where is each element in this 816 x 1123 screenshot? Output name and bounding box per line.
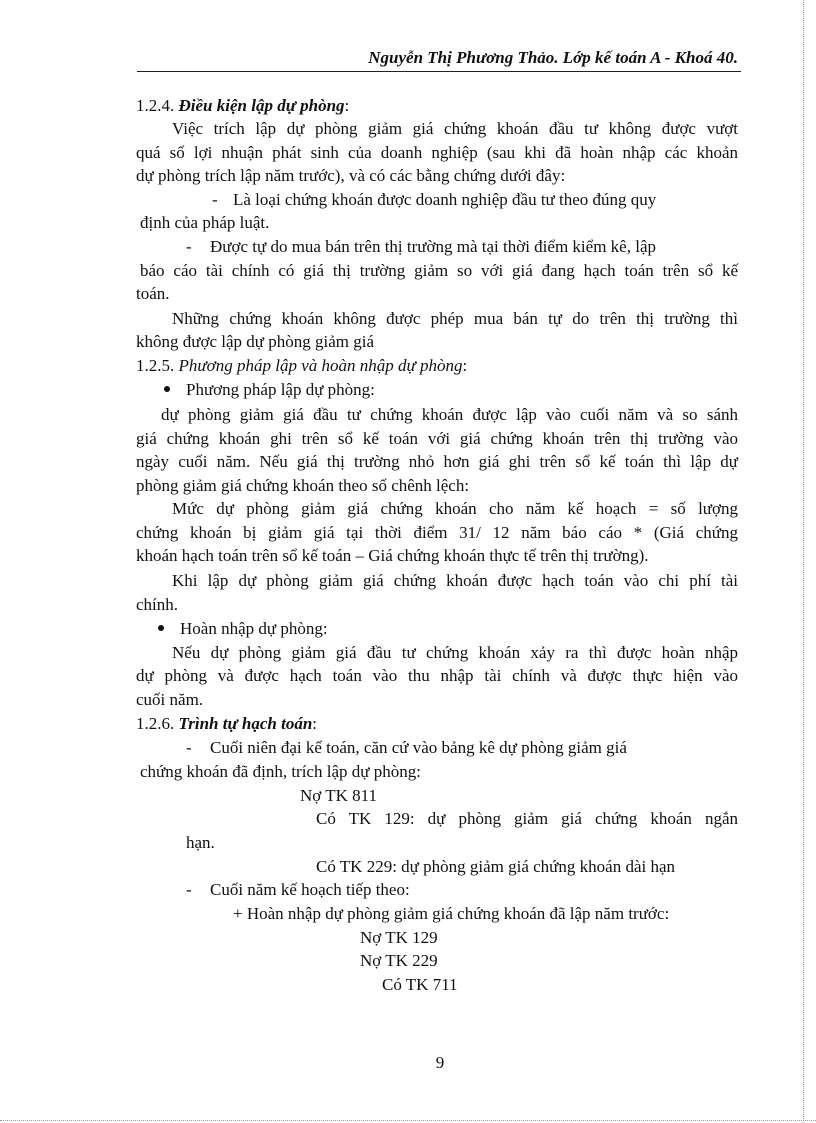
section-title: Phương pháp lập và hoàn nhập dự phòng	[178, 356, 463, 375]
journal-credit: Có TK 129: dự phòng giảm giá chứng khoán ngắn	[316, 809, 738, 828]
journal-debit: Nợ TK 811	[300, 786, 377, 805]
journal-debit: Nợ TK 129	[360, 928, 438, 947]
journal-credit-cont: hạn.	[186, 833, 215, 852]
paragraph-line: dự phòng giảm giá đầu tư chứng khoán được lập vào cuối năm và so sánh	[161, 405, 738, 424]
paragraph-line: giá chứng khoán ghi trên sổ kế toán với giá chứng khoán trên thị trường vào	[136, 429, 738, 448]
paragraph-line: chứng khoán bị giảm giá tại thời điểm 31/ 12 năm báo cáo * (Giá chứng	[136, 523, 738, 542]
bullet-icon	[164, 386, 170, 392]
list-dash: -	[186, 738, 192, 757]
section-heading-1-2-4: 1.2.4. Điều kiện lập dự phòng:	[136, 96, 350, 115]
bullet-item: Phương pháp lập dự phòng:	[186, 380, 375, 399]
section-title: Trình tự hạch toán	[178, 714, 313, 733]
paragraph-line: Mức dự phòng giảm giá chứng khoán cho năm kế hoạch = số lượng	[172, 499, 738, 518]
sub-item-line: + Hoàn nhập dự phòng giảm giá chứng khoán đã lập năm trước:	[233, 904, 670, 923]
list-item-line: chứng khoán đã định, trích lập dự phòng:	[140, 762, 421, 781]
paragraph-line: không được lập dự phòng giảm giá	[136, 332, 374, 351]
list-dash: -	[186, 880, 192, 899]
list-item-line: Cuối năm kế hoạch tiếp theo:	[210, 880, 410, 899]
paragraph-line: Khi lập dự phòng giảm giá chứng khoán được hạch toán vào chi phí tài	[172, 571, 738, 590]
journal-credit: Có TK 229: dự phòng giảm giá chứng khoán dài hạn	[316, 857, 676, 876]
section-heading-1-2-6: 1.2.6. Trình tự hạch toán:	[136, 714, 318, 733]
list-dash: -	[212, 190, 218, 209]
running-header: Nguyễn Thị Phương Thảo. Lớp kế toán A - Khoá 40.	[368, 48, 738, 67]
paragraph-line: Việc trích lập dự phòng giảm giá chứng khoán đầu tư không được vượt	[172, 119, 738, 138]
section-heading-1-2-5: 1.2.5. Phương pháp lập và hoàn nhập dự phòng:	[136, 356, 468, 375]
paragraph-line: quá số lợi nhuận phát sinh của doanh nghiệp (sau khi đã hoàn nhập các khoản	[136, 143, 738, 162]
page-border-right	[803, 0, 804, 1123]
paragraph-line: dự phòng trích lập năm trước), và có các bằng chứng dưới đây:	[136, 166, 566, 185]
paragraph-line: khoán hạch toán trên sổ kế toán – Giá chứng khoán thực tế trên thị trường).	[136, 546, 649, 565]
section-title: Điều kiện lập dự phòng	[178, 96, 345, 115]
list-item-line: Cuối niên đại kế toán, căn cứ vào bảng kê dự phòng giảm giá	[210, 738, 627, 757]
journal-credit: Có TK 711	[382, 975, 458, 994]
list-item-line: báo cáo tài chính có giá thị trường giảm so với giá đang hạch toán trên sổ kế	[140, 261, 738, 280]
bullet-icon	[158, 625, 164, 631]
journal-debit: Nợ TK 229	[360, 951, 438, 970]
bullet-item: Hoàn nhập dự phòng:	[180, 619, 328, 638]
header-rule	[137, 71, 741, 72]
paragraph-line: Những chứng khoán không được phép mua bán tự do trên thị trường thì	[172, 309, 738, 328]
list-item-line: Được tự do mua bán trên thị trường mà tại thời điểm kiểm kê, lập	[210, 237, 656, 256]
list-item-line: định của pháp luật.	[140, 213, 270, 232]
list-dash: -	[186, 237, 192, 256]
paragraph-line: dự phòng và được hạch toán vào thu nhập tài chính và được thực hiện vào	[136, 666, 738, 685]
list-item-line: toán.	[136, 284, 170, 303]
paragraph-line: ngày cuối năm. Nếu giá thị trường nhỏ hơn giá ghi trên sổ kế toán thì lập dự	[136, 452, 738, 471]
list-item-line: Là loại chứng khoán được doanh nghiệp đầu tư theo đúng quy	[233, 190, 657, 209]
paragraph-line: Nếu dự phòng giảm giá đầu tư chứng khoán xảy ra thì được hoàn nhập	[172, 643, 738, 662]
paragraph-line: cuối năm.	[136, 690, 204, 709]
page-number: 9	[435, 1053, 445, 1072]
paragraph-line: phòng giảm giá chứng khoán theo số chênh lệch:	[136, 476, 470, 495]
paragraph-line: chính.	[136, 595, 179, 614]
page-border-bottom	[0, 1120, 816, 1121]
